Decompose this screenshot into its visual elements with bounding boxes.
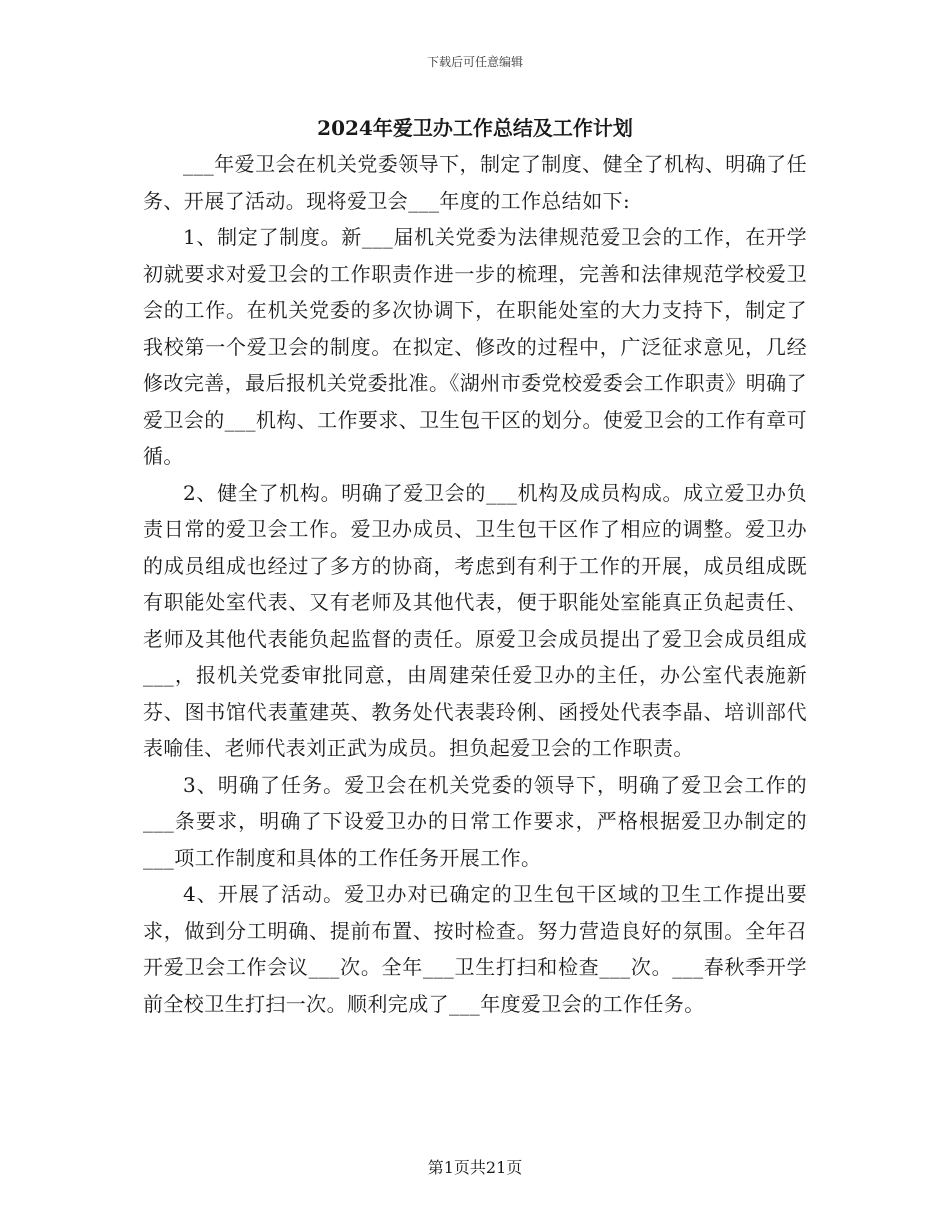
paragraph-item-3: 3、明确了任务。爱卫会在机关党委的领导下，明确了爱卫会工作的___条要求，明确了下设爱卫办的日常工作要求，严格根据爱卫办制定的___项工作制度和具体的工作任务开展工作。 xyxy=(143,772,807,870)
header-note: 下载后可任意编辑 xyxy=(426,55,523,69)
paragraph-item-1: 1、制定了制度。新___届机关党委为法律规范爱卫会的工作，在开学初就要求对爱卫会的工作职责作进一步的梳理，完善和法律规范学校爱卫会的工作。在机关党委的多次协调下，在职能处室的大力支持下，制定了我校第一个爱卫会的制度。在拟定、修改的过程中，广泛征求意见，几经修改完善，最后报机关党委批准。《湖州市委党校爱委会工作职责》明确了爱卫会的___机构、工作要求、卫生包干区的划分。使爱卫会的工作有章可循。 xyxy=(143,225,807,468)
paragraph-item-4: 4、开展了活动。爱卫办对已确定的卫生包干区域的卫生工作提出要求，做到分工明确、提前布置、按时检查。努力营造良好的氛围。全年召开爱卫会工作会议___次。全年___卫生打扫和检查___次。___春秋季开学前全校卫生打扫一次。顺利完成了___年度爱卫会的工作任务。 xyxy=(143,882,807,1016)
document-body xyxy=(143,146,807,1022)
document-title: 2024年爱卫办工作总结及工作计划 xyxy=(317,116,633,140)
paragraph-intro: ___年爱卫会在机关党委领导下，制定了制度、健全了机构、明确了任务、开展了活动。现将爱卫会___年度的工作总结如下: xyxy=(143,152,807,213)
paragraph-item-2: 2、健全了机构。明确了爱卫会的___机构及成员构成。成立爱卫办负责日常的爱卫会工作。爱卫办成员、卫生包干区作了相应的调整。爱卫办的成员组成也经过了多方的协商，考虑到有利于工作的开展，成员组成既有职能处室代表、又有老师及其他代表，便于职能处室能真正负起责任、老师及其他代表能负起监督的责任。原爱卫会成员提出了爱卫会成员组成___，报机关党委审批同意，由周建荣任爱卫办的主任，办公室代表施新芬、图书馆代表董建英、教务处代表裴玲俐、函授处代表李晶、培训部代表喻佳、老师代表刘正武为成员。担负起爱卫会的工作职责。 xyxy=(143,480,807,760)
page-footer: 第1页共21页 xyxy=(427,1158,523,1177)
